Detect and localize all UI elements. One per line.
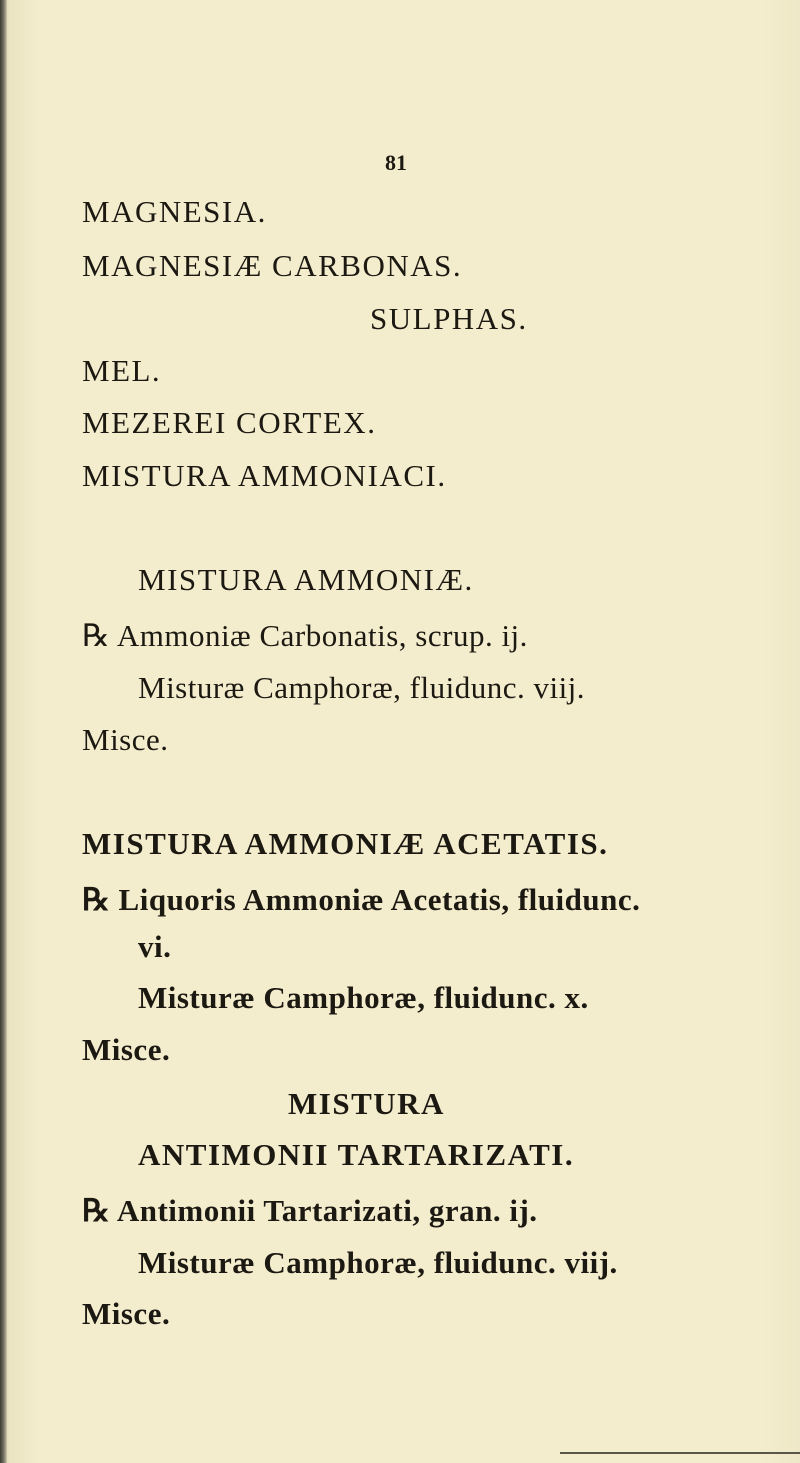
recipe-3-instruction: Misce. (82, 1296, 171, 1331)
recipe-title-mistura-line-1: MISTURA (288, 1086, 445, 1121)
recipe-title-mistura-ammoniae: MISTURA AMMONIÆ. (138, 562, 474, 597)
recipe-title-mistura-ammoniae-acetatis: MISTURA AMMONIÆ ACETATIS. (82, 826, 609, 861)
entry-magnesia: MAGNESIA. (82, 194, 267, 229)
recipe-1-ingredient-1: ℞ Ammoniæ Carbonatis, scrup. ij. (82, 618, 528, 653)
recipe-2-ingredient-1-cont: vi. (138, 929, 172, 964)
recipe-1-ingredient-2: Misturæ Camphoræ, fluidunc. viij. (138, 670, 586, 705)
entry-mel: MEL. (82, 353, 162, 388)
entry-magnesiae-carbonas: MAGNESIÆ CARBONAS. (82, 248, 463, 283)
bottom-rule (560, 1452, 800, 1454)
recipe-3-ingredient-1: ℞ Antimonii Tartarizati, gran. ij. (82, 1193, 538, 1228)
page-number: 81 (385, 150, 407, 175)
recipe-2-ingredient-2: Misturæ Camphoræ, fluidunc. x. (138, 980, 589, 1015)
recipe-3-ingredient-2: Misturæ Camphoræ, fluidunc. viij. (138, 1245, 618, 1280)
entry-sulphas: SULPHAS. (370, 301, 528, 336)
binding-edge (0, 0, 7, 1463)
entry-mistura-ammoniaci: MISTURA AMMONIACI. (82, 458, 447, 493)
recipe-1-instruction: Misce. (82, 722, 169, 757)
recipe-2-ingredient-1: ℞ Liquoris Ammoniæ Acetatis, fluidunc. (82, 882, 641, 917)
entry-mezerei-cortex: MEZEREI CORTEX. (82, 405, 377, 440)
recipe-title-antimonii-tartarizati: ANTIMONII TARTARIZATI. (138, 1137, 575, 1172)
recipe-2-instruction: Misce. (82, 1032, 171, 1067)
